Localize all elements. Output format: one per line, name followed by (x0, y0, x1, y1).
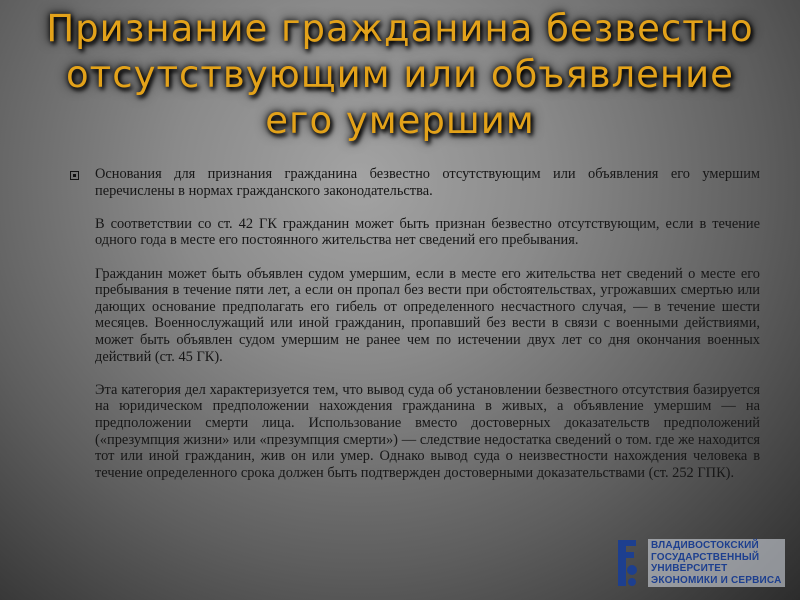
university-emblem-icon (612, 536, 642, 590)
title-line: Признание гражданина безвестно (46, 7, 754, 50)
square-bullet-icon (70, 171, 79, 180)
paragraph-spacer (95, 365, 760, 382)
university-logo (612, 534, 784, 592)
paragraph-presumption: Эта категория дел характеризуется тем, что вывод суда об установлении безвестного отсутствия базируется на юридическом предположении нахождения гражданина в живых, а объявление умершим — на предположении смерти лица. Использование вместо достоверных доказательств предположений («презумпция жизни» или «презумпция смерти») — следствие недостатка сведений о том. где же находится тот или иной гражданин, жив он или умер. Однако вывод суда о неизвестности нахождения человека в течение определенного срока должен быть подтвержден достоверными доказательствами (ст. 252 ГПК). (95, 381, 760, 481)
body-text (95, 166, 760, 481)
paragraph-spacer (95, 249, 760, 266)
university-logo-text (648, 539, 785, 587)
paragraph-spacer (95, 199, 760, 216)
title-line: его умершим (265, 99, 535, 142)
logo-line: ВЛАДИВОСТОКСКИЙ (651, 540, 759, 551)
logo-line: УНИВЕРСИТЕТ (651, 563, 728, 574)
slide-title (40, 6, 760, 144)
paragraph-grounds: Основания для признания гражданина безвестно отсутствующим или объявления его умершим перечислены в нормах гражданского законодательства. (95, 166, 760, 199)
paragraph-article-45: Гражданин может быть объявлен судом умершим, если в месте его жительства нет сведений о месте его пребывания в течение пяти лет, а если он пропал без вести при обстоятельствах, угрожавших смертью или дающих основание предполагать его гибель от определенного несчастного случая, — в течение шести месяцев. Военнослужащий или иной гражданин, пропавший без вести в связи с военными действиями, может быть объявлен судом умершим не ранее чем по истечении двух лет со дня окончания военных действий (ст. 45 ГК). (95, 265, 760, 365)
title-line: отсутствующим или объявление (66, 53, 734, 96)
slide-content (70, 166, 760, 481)
paragraph-article-42: В соответствии со ст. 42 ГК гражданин может быть признан безвестно отсутствующим, если в течение одного года в месте его постоянного жительства нет сведений его пребывания. (95, 215, 760, 249)
logo-line: ГОСУДАРСТВЕННЫЙ (651, 551, 760, 563)
logo-line: ЭКОНОМИКИ И СЕРВИСА (651, 574, 782, 586)
